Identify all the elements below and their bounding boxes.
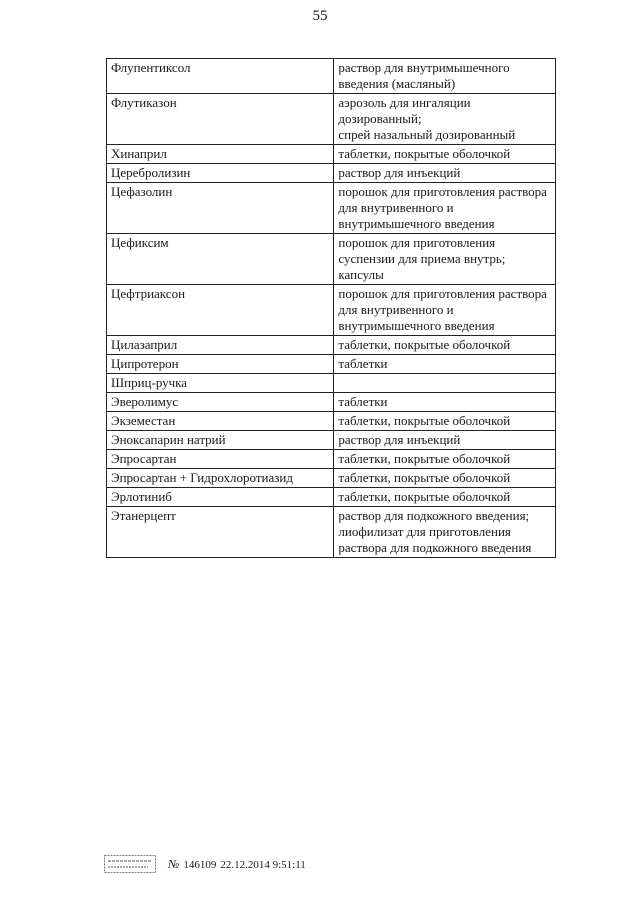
drug-name-cell: Ципротерон [107,355,334,374]
document-footer [104,855,306,873]
dosage-form-cell: таблетки, покрытые оболочкой [334,488,556,507]
drug-table [106,58,556,558]
table-row [107,285,556,336]
drug-name-cell: Церебролизин [107,164,334,183]
registration-stamp-icon [104,855,156,873]
drug-name-cell: Цефтриаксон [107,285,334,336]
table-row [107,59,556,94]
table-row [107,412,556,431]
dosage-form-cell: порошок для приготовления раствора для внутривенного и внутримышечного введения [334,183,556,234]
table-row [107,469,556,488]
table-row [107,488,556,507]
drug-name-cell: Эверолимус [107,393,334,412]
dosage-form-cell: таблетки, покрытые оболочкой [334,450,556,469]
drug-name-cell: Шприц-ручка [107,374,334,393]
dosage-form-cell: раствор для инъекций [334,431,556,450]
dosage-form-cell: таблетки, покрытые оболочкой [334,145,556,164]
dosage-form-cell: раствор для подкожного введения; лиофилизат для приготовления раствора для подкожного введения [334,507,556,558]
drug-name-cell: Флупентиксол [107,59,334,94]
dosage-form-cell: порошок для приготовления суспензии для приема внутрь; капсулы [334,234,556,285]
dosage-form-cell: таблетки [334,355,556,374]
drug-name-cell: Эноксапарин натрий [107,431,334,450]
dosage-form-cell: раствор для внутримышечного введения (масляный) [334,59,556,94]
table-row [107,431,556,450]
table-row [107,336,556,355]
drug-name-cell: Цилазаприл [107,336,334,355]
drug-table-body [107,59,556,558]
dosage-form-cell: таблетки, покрытые оболочкой [334,336,556,355]
drug-name-cell: Экземестан [107,412,334,431]
table-row [107,183,556,234]
drug-name-cell: Флутиказон [107,94,334,145]
table-row [107,374,556,393]
drug-name-cell: Хинаприл [107,145,334,164]
dosage-form-cell: порошок для приготовления раствора для внутривенного и внутримышечного введения [334,285,556,336]
number-sign: № [168,856,180,871]
dosage-form-cell: таблетки, покрытые оболочкой [334,469,556,488]
dosage-form-cell: таблетки, покрытые оболочкой [334,412,556,431]
dosage-form-cell: таблетки [334,393,556,412]
drug-name-cell: Эпросартан + Гидрохлоротиазид [107,469,334,488]
drug-name-cell: Эрлотиниб [107,488,334,507]
table-row [107,393,556,412]
drug-name-cell: Эпросартан [107,450,334,469]
table-row [107,355,556,374]
drug-name-cell: Цефиксим [107,234,334,285]
table-row [107,164,556,183]
table-row [107,94,556,145]
page-number: 55 [312,8,328,24]
dosage-form-cell: аэрозоль для ингаляции дозированный; спрей назальный дозированный [334,94,556,145]
document-number: 146109 [183,858,217,871]
document-datetime: 22.12.2014 9:51:11 [220,858,306,871]
table-row [107,450,556,469]
table-row [107,234,556,285]
drug-name-cell: Этанерцепт [107,507,334,558]
table-row [107,145,556,164]
table-row [107,507,556,558]
drug-name-cell: Цефазолин [107,183,334,234]
dosage-form-cell [334,374,556,393]
document-reference [168,857,306,872]
dosage-form-cell: раствор для инъекций [334,164,556,183]
